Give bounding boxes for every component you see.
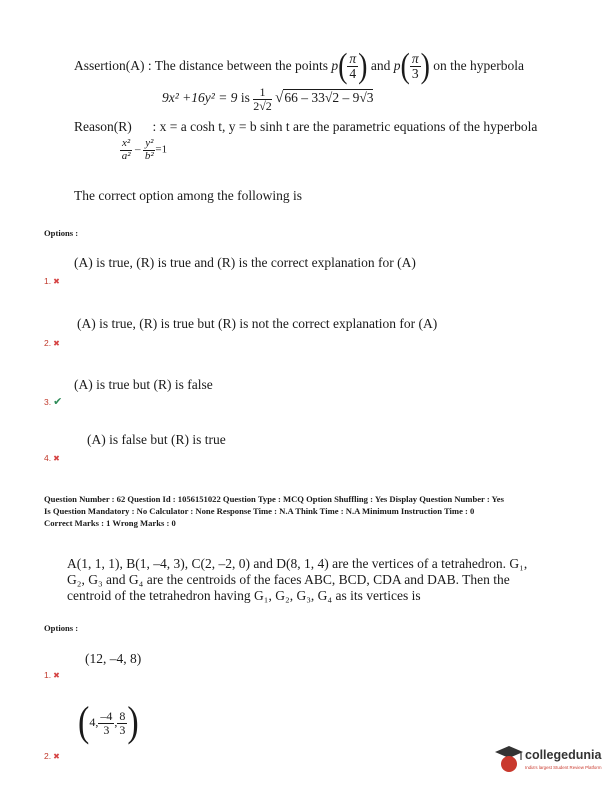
option-4-text[interactable]: (A) is false but (R) is true [87,432,226,447]
assertion-line: Assertion(A) : The distance between the points p( $\frac{\pi}{4}$ ) and p( $\frac{\pi}{3}$ ) on the hyperbola [74,46,525,86]
q62-body-line-1: A(1, 1, 1), B(1, –4, 3), C(2, –2, 0) and D(8, 1, 4) are the vertices of a tetrahedron. G₁, [67,556,528,571]
graduate-icon [494,744,524,776]
option-2-text[interactable]: (A) is true, (R) is true but (R) is not the correct explanation for (A) [77,316,438,331]
question-meta-line-3: Correct Marks : 1 Wrong Marks : 0 [44,518,176,528]
q62-option-2-text[interactable]: (4, $\frac{-4}{3}$ , $\frac{8}{3}$ ) [78,699,139,746]
cross-icon: ✖ [53,671,60,680]
options-label: Options : [44,228,79,238]
q62-option-2-marker [44,751,60,761]
point-p2: p [393,57,401,73]
cross-icon: ✖ [53,277,60,286]
brand-name: collegedunia [525,748,602,762]
option-1-number: 1. [44,276,52,286]
q62-options-label: Options : [44,623,79,633]
question-meta-line-1: Question Number : 62 Question Id : 1056151022 Question Type : MCQ Option Shuffling : Yes Display Question Number : Yes [44,494,504,504]
y-squared: y² [145,137,154,149]
option-3-text[interactable]: (A) is true but (R) is false [74,377,213,392]
q62-option-2-number: 2. [44,751,52,761]
equals-one: =1 [155,143,168,156]
option-3-number: 3. [44,397,52,407]
option-1-marker [44,276,60,286]
pi-num-2: π [411,51,419,66]
option-4-marker [44,453,60,463]
q62-option-1-marker [44,670,60,680]
opt2-den-a: 3 [103,722,110,737]
and-text: and [370,57,391,73]
question-meta-line-2: Is Question Mandatory : No Calculator : None Response Time : N.A Think Time : N.A Minimum Instruction Time : 0 [44,506,475,516]
b-squared: b² [144,149,154,162]
option-2-number: 2. [44,338,52,348]
opt2-comma: , [114,714,118,729]
is-text: is [240,90,250,106]
den-4: 4 [349,66,357,82]
assertion-label: Assertion(A) [74,57,145,73]
option-4-number: 4. [44,453,52,463]
den-3: 3 [411,66,419,82]
option-1-text[interactable]: (A) is true, (R) is true and (R) is the correct explanation for (A) [74,255,416,270]
opt2-num-b: 8 [119,708,126,723]
hyperbola-equation: 9x² +16y² = 9 [162,90,238,106]
assertion-text: : The distance between the points [147,57,328,73]
q62-body-line-2: G₂, G₃ and G₄ are the centroids of the faces ABC, BCD, CDA and DAB. Then the [67,572,510,587]
q62-option-1-number: 1. [44,670,52,680]
reason-label: Reason(R) [74,119,132,134]
pi-num-1: π [349,51,357,66]
frac-one: 1 [253,86,272,100]
opt2-first: 4, [89,714,99,729]
equation-line: 9x² +16y² = 9 is $\frac{1}{2√2}$ √66 – 33√2 – 9√3 [162,85,374,113]
opt2-num-a: –4 [100,708,113,723]
option-3-marker [44,395,62,408]
question-prompt: The correct option among the following is [74,188,302,203]
cross-icon: ✖ [53,454,60,463]
reason-text: : x = a cosh t, y = b sinh t are the parametric equations of the hyperbola [152,119,538,134]
opt2-den-b: 3 [119,722,126,737]
radicand: 66 – 33√2 – 9√3 [284,90,374,106]
point-p1: p [331,57,339,73]
reason-line [74,119,537,135]
x-squared: x² [122,137,131,149]
q62-body-line-3: centroid of the tetrahedron having G₁, G₂, G₃, G₄ as its vertices is [67,588,421,603]
cross-icon: ✖ [53,752,60,761]
option-2-marker [44,338,60,348]
a-squared: a² [121,149,131,162]
hyperbola-standard-form: $\frac{\text{x²}}{\text{a²}}$ – $\frac{\text{y²}}{\text{b²}}$ =1 [121,137,168,162]
brand-tagline: India's largest Student Review Platform [525,765,602,770]
frac-two-root-two: 2√2 [253,98,272,113]
hyperbola-text: on the hyperbola [433,57,525,73]
q62-option-1-text[interactable]: (12, –4, 8) [85,651,142,666]
collegedunia-logo [494,744,604,778]
check-icon: ✔ [53,396,63,408]
cross-icon: ✖ [53,339,60,348]
